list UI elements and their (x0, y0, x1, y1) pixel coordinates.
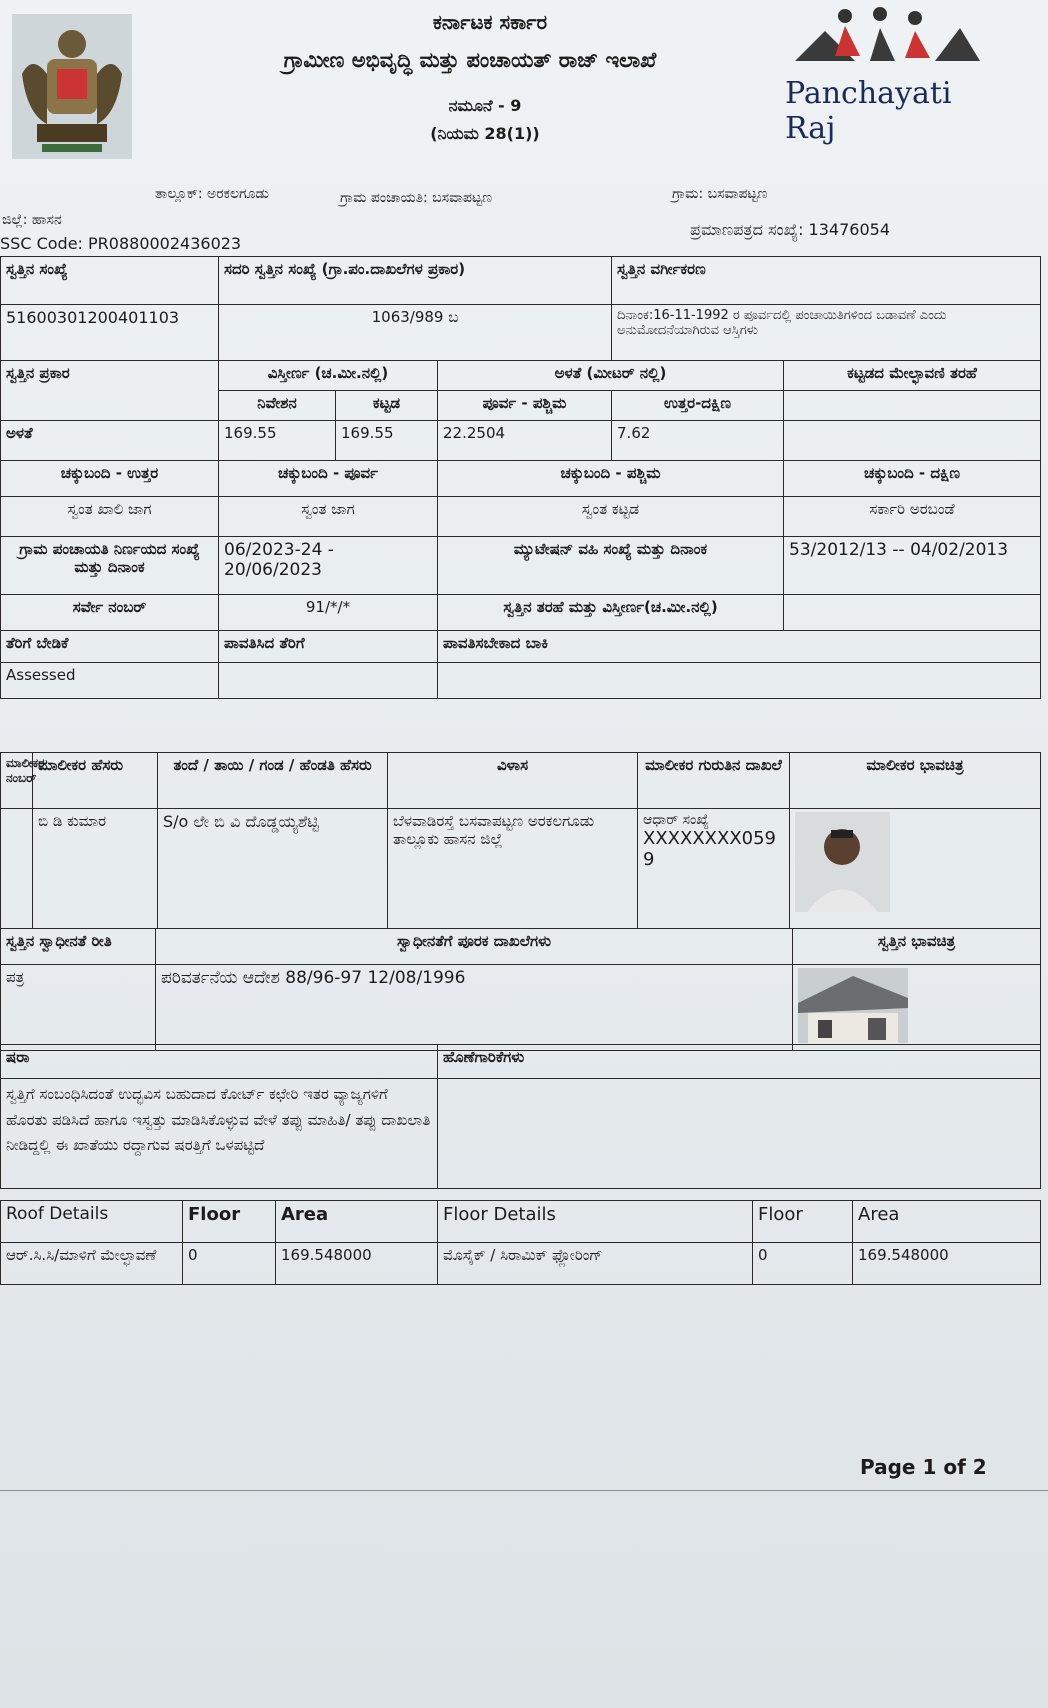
floor-table (0, 1200, 1041, 1285)
owner-address: ಬೆಳವಾಡಿರಸ್ತೆ ಬಸವಾಪಟ್ಟಣ ಅರಕಲಗೂಡು ತಾಲ್ಲೂಕು ಹಾಸನ ಜಿಲ್ಲೆ (388, 809, 638, 929)
id-proof-label: ಮಾಲೀಕರ ಗುರುತಿನ ದಾಖಲೆ (638, 753, 790, 809)
site-label: ನಿವೇಶನ (219, 391, 336, 421)
boundary-south: ಸರ್ಕಾರಿ ಅರಬಂಡೆ (784, 497, 1041, 537)
survey-label: ಸರ್ವೇ ನಂಬರ್ (1, 595, 219, 631)
notes-label: ಷರಾ (1, 1045, 438, 1079)
karnataka-emblem-icon (12, 14, 132, 159)
roof-details-head: Roof Details (1, 1201, 183, 1243)
floor-details-head: Floor Details (438, 1201, 753, 1243)
form-number: ನಮೂನೆ - 9 (448, 96, 522, 115)
right-floor: 0 (753, 1243, 853, 1285)
roof-type: ಆರ್.ಸಿ.ಸಿ/ಮಾಳಿಗೆ ಮೇಲ್ಛಾವಣೆ (1, 1243, 183, 1285)
left-floor: 0 (183, 1243, 276, 1285)
tax-paid-label: ಪಾವತಿಸಿದ ತೆರಿಗೆ (219, 631, 438, 663)
gram-panchayat: ಗ್ರಾಮ ಪಂಚಾಯತಿ: ಬಸವಾಪಟ್ಟಣ (340, 190, 493, 206)
survey-number: 91/*/* (219, 595, 438, 631)
possession-mode: ಪತ್ರ (1, 965, 156, 1051)
dept-title: ಗ್ರಾಮೀಣ ಅಭಿವೃದ್ಧಿ ಮತ್ತು ಪಂಚಾಯತ್ ರಾಜ್ ಇಲಾಖೆ (283, 48, 657, 72)
owner-photo-label: ಮಾಲೀಕರ ಭಾವಚಿತ್ರ (790, 753, 1041, 809)
relation-label: ತಂದೆ / ತಾಯಿ / ಗಂಡ / ಹೆಂಡತಿ ಹೆಸರು (158, 753, 388, 809)
east-west-value: 22.2504 (438, 421, 612, 461)
panchayati-raj-logo (785, 6, 985, 146)
certificate-number: ಪ್ರಮಾಣಪತ್ರದ ಸಂಖ್ಯೆ: 13476054 (690, 220, 890, 239)
left-floor-head: Floor (183, 1201, 276, 1243)
tax-paid-value (219, 663, 438, 699)
building-area: 169.55 (336, 421, 438, 461)
owner-name-label: ಮಾಲೀಕರ ಹೆಸರು (33, 753, 158, 809)
property-type-label: ಸ್ವತ್ತಿನ ಪ್ರಕಾರ (1, 361, 219, 421)
left-area: 169.548000 (276, 1243, 438, 1285)
boundary-east: ಸ್ವಂತ ಜಾಗ (219, 497, 438, 537)
id-proof (638, 809, 790, 929)
owner-relation: S/o ಲೇ ಬಿ ವಿ ದೊಡ್ಡಯ್ಯಶೆಟ್ಟಿ (158, 809, 388, 929)
liabilities-value (438, 1079, 1041, 1189)
mutation-label: ಮ್ಯುಟೇಷನ್ ವಹಿ ಸಂಖ್ಯೆ ಮತ್ತು ದಿನಾಂಕ (438, 537, 784, 595)
id-proof-type: ಆಧಾರ್ ಸಂಖ್ಯೆ (643, 812, 709, 828)
tax-demand-label: ತೆರಿಗೆ ಬೇಡಿಕೆ (1, 631, 219, 663)
property-photo-label: ಸ್ವತ್ತಿನ ಭಾವಚಿತ್ರ (793, 929, 1041, 965)
floor-type: ಮೊಸೈಕ್ / ಸಿರಾಮಿಕ್ ಫ್ಲೋರಿಂಗ್ (438, 1243, 753, 1285)
possession-table (0, 928, 1041, 1051)
ssc-code: SSC Code: PR0880002436023 (0, 234, 242, 253)
id-proof-number: XXXXXXXX0599 (643, 828, 777, 870)
area-label: ವಿಸ್ತೀರ್ಣ (ಚ.ಮೀ.ನಲ್ಲಿ) (219, 361, 438, 391)
roof-value (784, 421, 1041, 461)
possession-docs: ಪರಿವರ್ತನೆಯ ಆದೇಶ 88/96-97 12/08/1996 (156, 965, 793, 1051)
owner-no (1, 809, 33, 929)
mutation-value: 53/2012/13 -- 04/02/2013 (784, 537, 1041, 595)
govt-title: ಕರ್ನಾಟಕ ಸರ್ಕಾರ (432, 10, 548, 34)
property-id: 51600301200401103 (1, 305, 219, 361)
boundary-north-label: ಚಕ್ಕುಬಂದಿ - ಉತ್ತರ (1, 461, 219, 497)
district: ಜಿಲ್ಲೆ: ಹಾಸನ (2, 212, 62, 228)
right-area: 169.548000 (853, 1243, 1041, 1285)
boundary-west-label: ಚಕ್ಕುಬಂದಿ - ಪಶ್ಚಿಮ (438, 461, 784, 497)
north-south-label: ಉತ್ತರ-ದಕ್ಷಿಣ (612, 391, 784, 421)
property-type-area-label: ಸ್ವತ್ತಿನ ತರಹೆ ಮತ್ತು ವಿಸ್ತೀರ್ಣ(ಚ.ಮೀ.ನಲ್ಲಿ) (438, 595, 784, 631)
roof-empty (784, 391, 1041, 421)
notes-text: ಸ್ವತ್ತಿಗೆ ಸಂಬಂಧಿಸಿದಂತೆ ಉದ್ಭವಿಸ ಬಹುದಾದ ಕೋರ್ಟ್ ಕಛೇರಿ ಇತರ ವ್ಯಾಜ್ಯಗಳಿಗೆ ಹೊರತು ಪಡಿಸಿದೆ ಹಾಗೂ ಇಸ್ವತ್ತು ಮಾಡಿಸಿಕೊಳ್ಳುವ ವೇಳೆ ತಪ್ಪು ಮಾಹಿತಿ/ ತಪ್ಪು ದಾಖಲಾತಿ ನೀಡಿದ್ದಲ್ಲಿ ಈ ಖಾತೆಯು ರದ್ದಾಗುವ ಷರತ್ತಿಗೆ ಒಳಪಟ್ಟಿದೆ (1, 1079, 438, 1189)
right-area-head: Area (853, 1201, 1041, 1243)
address-label: ವಿಳಾಸ (388, 753, 638, 809)
property-class: ದಿನಾಂಕ:16-11-1992 ರ ಪೂರ್ವದಲ್ಲಿ ಪಂಚಾಯಿತಿಗಳಿಂದ ಬಡಾವಣೆ ಎಂದು ಅನುಮೋದನೆಯಾಗಿರುವ ಆಸ್ತಿಗಳು (612, 305, 1041, 361)
boundary-north: ಸ್ವಂತ ಖಾಲಿ ಜಾಗ (1, 497, 219, 537)
decision-label: ಗ್ರಾಮ ಪಂಚಾಯತಿ ನಿರ್ಣಯದ ಸಂಖ್ಯೆ ಮತ್ತು ದಿನಾಂಕ (1, 537, 219, 595)
person-photo-icon (795, 812, 890, 912)
house-photo-icon (798, 968, 908, 1043)
tax-demand: Assessed (1, 663, 219, 699)
boundary-south-label: ಚಕ್ಕುಬಂದಿ - ದಕ್ಷಿಣ (784, 461, 1041, 497)
decision-value: 06/2023-24 - 20/06/2023 (219, 537, 438, 595)
sadari-label: ಸದರಿ ಸ್ವತ್ತಿನ ಸಂಖ್ಯೆ (ಗ್ರಾ.ಪಂ.ದಾಖಲೆಗಳ ಪ್ರಕಾರ) (219, 257, 612, 305)
boundary-east-label: ಚಕ್ಕುಬಂದಿ - ಪೂರ್ವ (219, 461, 438, 497)
property-table (0, 256, 1041, 699)
owner-photo-cell (790, 809, 1041, 929)
page-divider (0, 1490, 1048, 1491)
village: ಗ್ರಾಮ: ಬಸವಾಪಟ್ಟಣ (672, 186, 768, 202)
property-photo-cell (793, 965, 1041, 1051)
notes-table (0, 1044, 1041, 1189)
boundary-west: ಸ್ವಂತ ಕಟ್ಟಡ (438, 497, 784, 537)
left-area-head: Area (276, 1201, 438, 1243)
north-south-value: 7.62 (612, 421, 784, 461)
property-type-area-value (784, 595, 1041, 631)
possession-docs-label: ಸ್ವಾಧೀನತೆಗೆ ಪೂರಕ ದಾಖಲೆಗಳು (156, 929, 793, 965)
size-row-label: ಅಳತೆ (1, 421, 219, 461)
people-icon (785, 6, 985, 76)
class-label: ಸ್ವತ್ತಿನ ವರ್ಗೀಕರಣ (612, 257, 1041, 305)
dimension-label: ಅಳತೆ (ಮೀಟರ್ ನಲ್ಲಿ) (438, 361, 784, 391)
owner-no-label: ಮಾಲೀಕರ ನಂಬರ್ (1, 753, 33, 809)
owner-table (0, 752, 1041, 929)
owner-photo (795, 812, 890, 912)
east-west-label: ಪೂರ್ವ - ಪಶ್ಚಿಮ (438, 391, 612, 421)
sadari-number: 1063/989 ಬ (219, 305, 612, 361)
site-area: 169.55 (219, 421, 336, 461)
owner-name: ಬಿ ಡಿ ಕುಮಾರ (33, 809, 158, 929)
building-label: ಕಟ್ಟಡ (336, 391, 438, 421)
possession-mode-label: ಸ್ವತ್ತಿನ ಸ್ವಾಧೀನತೆ ರೀತಿ (1, 929, 156, 965)
property-id-label: ಸ್ವತ್ತಿನ ಸಂಖ್ಯೆ (1, 257, 219, 305)
tax-due-value (438, 663, 1041, 699)
page-number: Page 1 of 2 (860, 1455, 987, 1479)
roof-type-label: ಕಟ್ಟಡದ ಮೇಲ್ಛಾವಣಿ ತರಹೆ (784, 361, 1041, 391)
taluk: ತಾಲ್ಲೂಕ್: ಅರಕಲಗೂಡು (155, 186, 269, 202)
right-floor-head: Floor (753, 1201, 853, 1243)
rule-number: (ನಿಯಮ 28(1)) (430, 124, 540, 143)
tax-due-label: ಪಾವತಿಸಬೇಕಾದ ಬಾಕಿ (438, 631, 1041, 663)
liabilities-label: ಹೊಣೆಗಾರಿಕೆಗಳು (438, 1045, 1041, 1079)
logo-text: Panchayati Raj (785, 76, 952, 146)
